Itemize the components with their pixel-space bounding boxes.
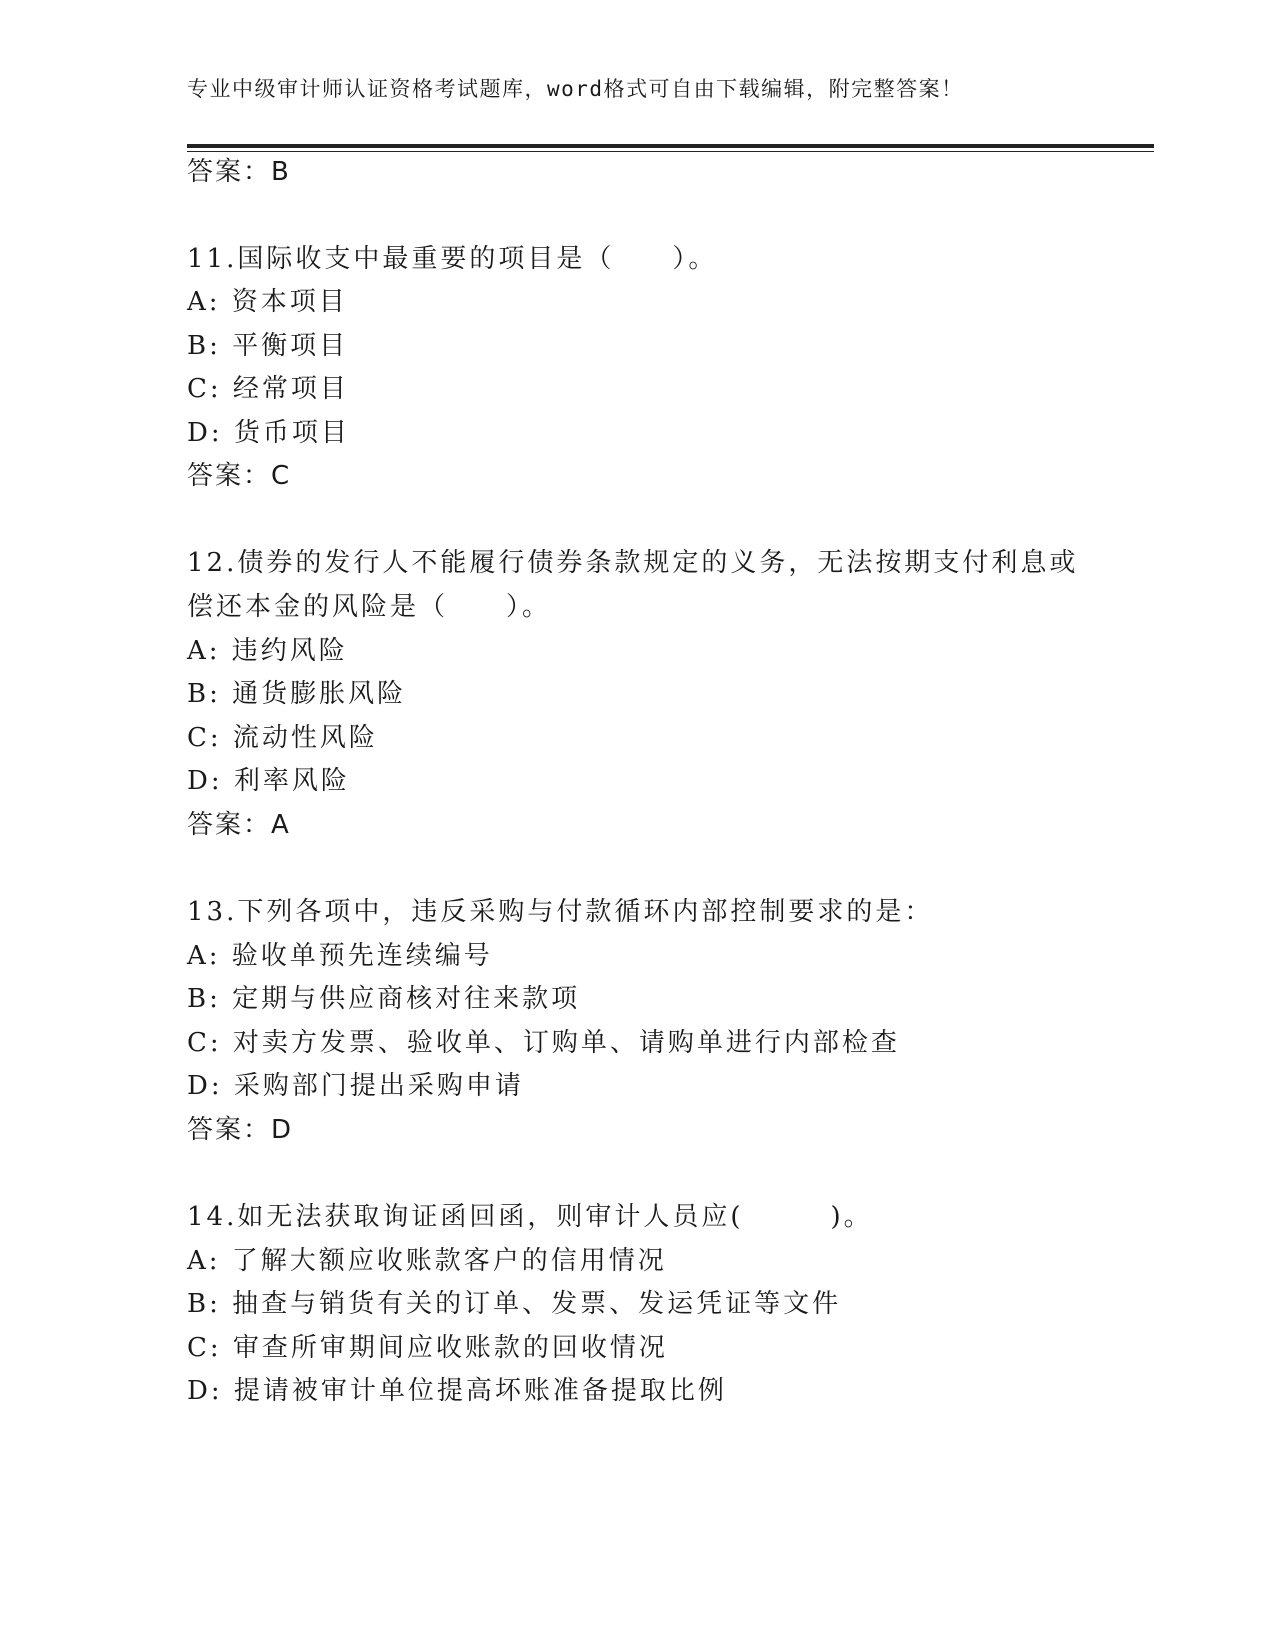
- option-d: D: 货币项目: [187, 418, 350, 448]
- option-c: C: 对卖方发票、验收单、订购单、请购单进行内部检查: [187, 1028, 900, 1058]
- question-text: 12.债券的发行人不能履行债券条款规定的义务，无法按期支付利息或: [187, 548, 1079, 578]
- header-rule-thick: [187, 144, 1154, 148]
- answer-line: 答案：B: [187, 157, 291, 187]
- option-b: B: 定期与供应商核对往来款项: [187, 984, 581, 1014]
- question-text-continued: 偿还本金的风险是（ ）。: [187, 592, 552, 622]
- header-rule-thin: [187, 151, 1154, 152]
- option-c: C: 审查所审期间应收账款的回收情况: [187, 1333, 668, 1363]
- option-a: A: 资本项目: [187, 287, 348, 317]
- question-text: 11.国际收支中最重要的项目是（ ）。: [187, 244, 718, 274]
- question-text: 13.下列各项中，违反采购与付款循环内部控制要求的是：: [187, 897, 934, 927]
- option-a: A: 违约风险: [187, 636, 348, 666]
- option-c: C: 经常项目: [187, 374, 349, 404]
- option-b: B: 抽查与销货有关的订单、发票、发运凭证等文件: [187, 1289, 842, 1319]
- option-a: A: 验收单预先连续编号: [187, 941, 493, 971]
- answer-line: 答案：D: [187, 1115, 294, 1145]
- option-b: B: 平衡项目: [187, 331, 349, 361]
- option-d: D: 利率风险: [187, 766, 350, 796]
- option-a: A: 了解大额应收账款客户的信用情况: [187, 1246, 667, 1276]
- answer-line: 答案：A: [187, 810, 291, 840]
- answer-line: 答案：C: [187, 461, 292, 491]
- question-text: 14.如无法获取询证函回函，则审计人员应( )。: [187, 1202, 873, 1232]
- page-header: 专业中级审计师认证资格考试题库，word格式可自由下载编辑，附完整答案！: [187, 77, 964, 101]
- option-d: D: 提请被审计单位提高坏账准备提取比例: [187, 1376, 727, 1406]
- option-b: B: 通货膨胀风险: [187, 679, 407, 709]
- option-d: D: 采购部门提出采购申请: [187, 1071, 524, 1101]
- option-c: C: 流动性风险: [187, 723, 378, 753]
